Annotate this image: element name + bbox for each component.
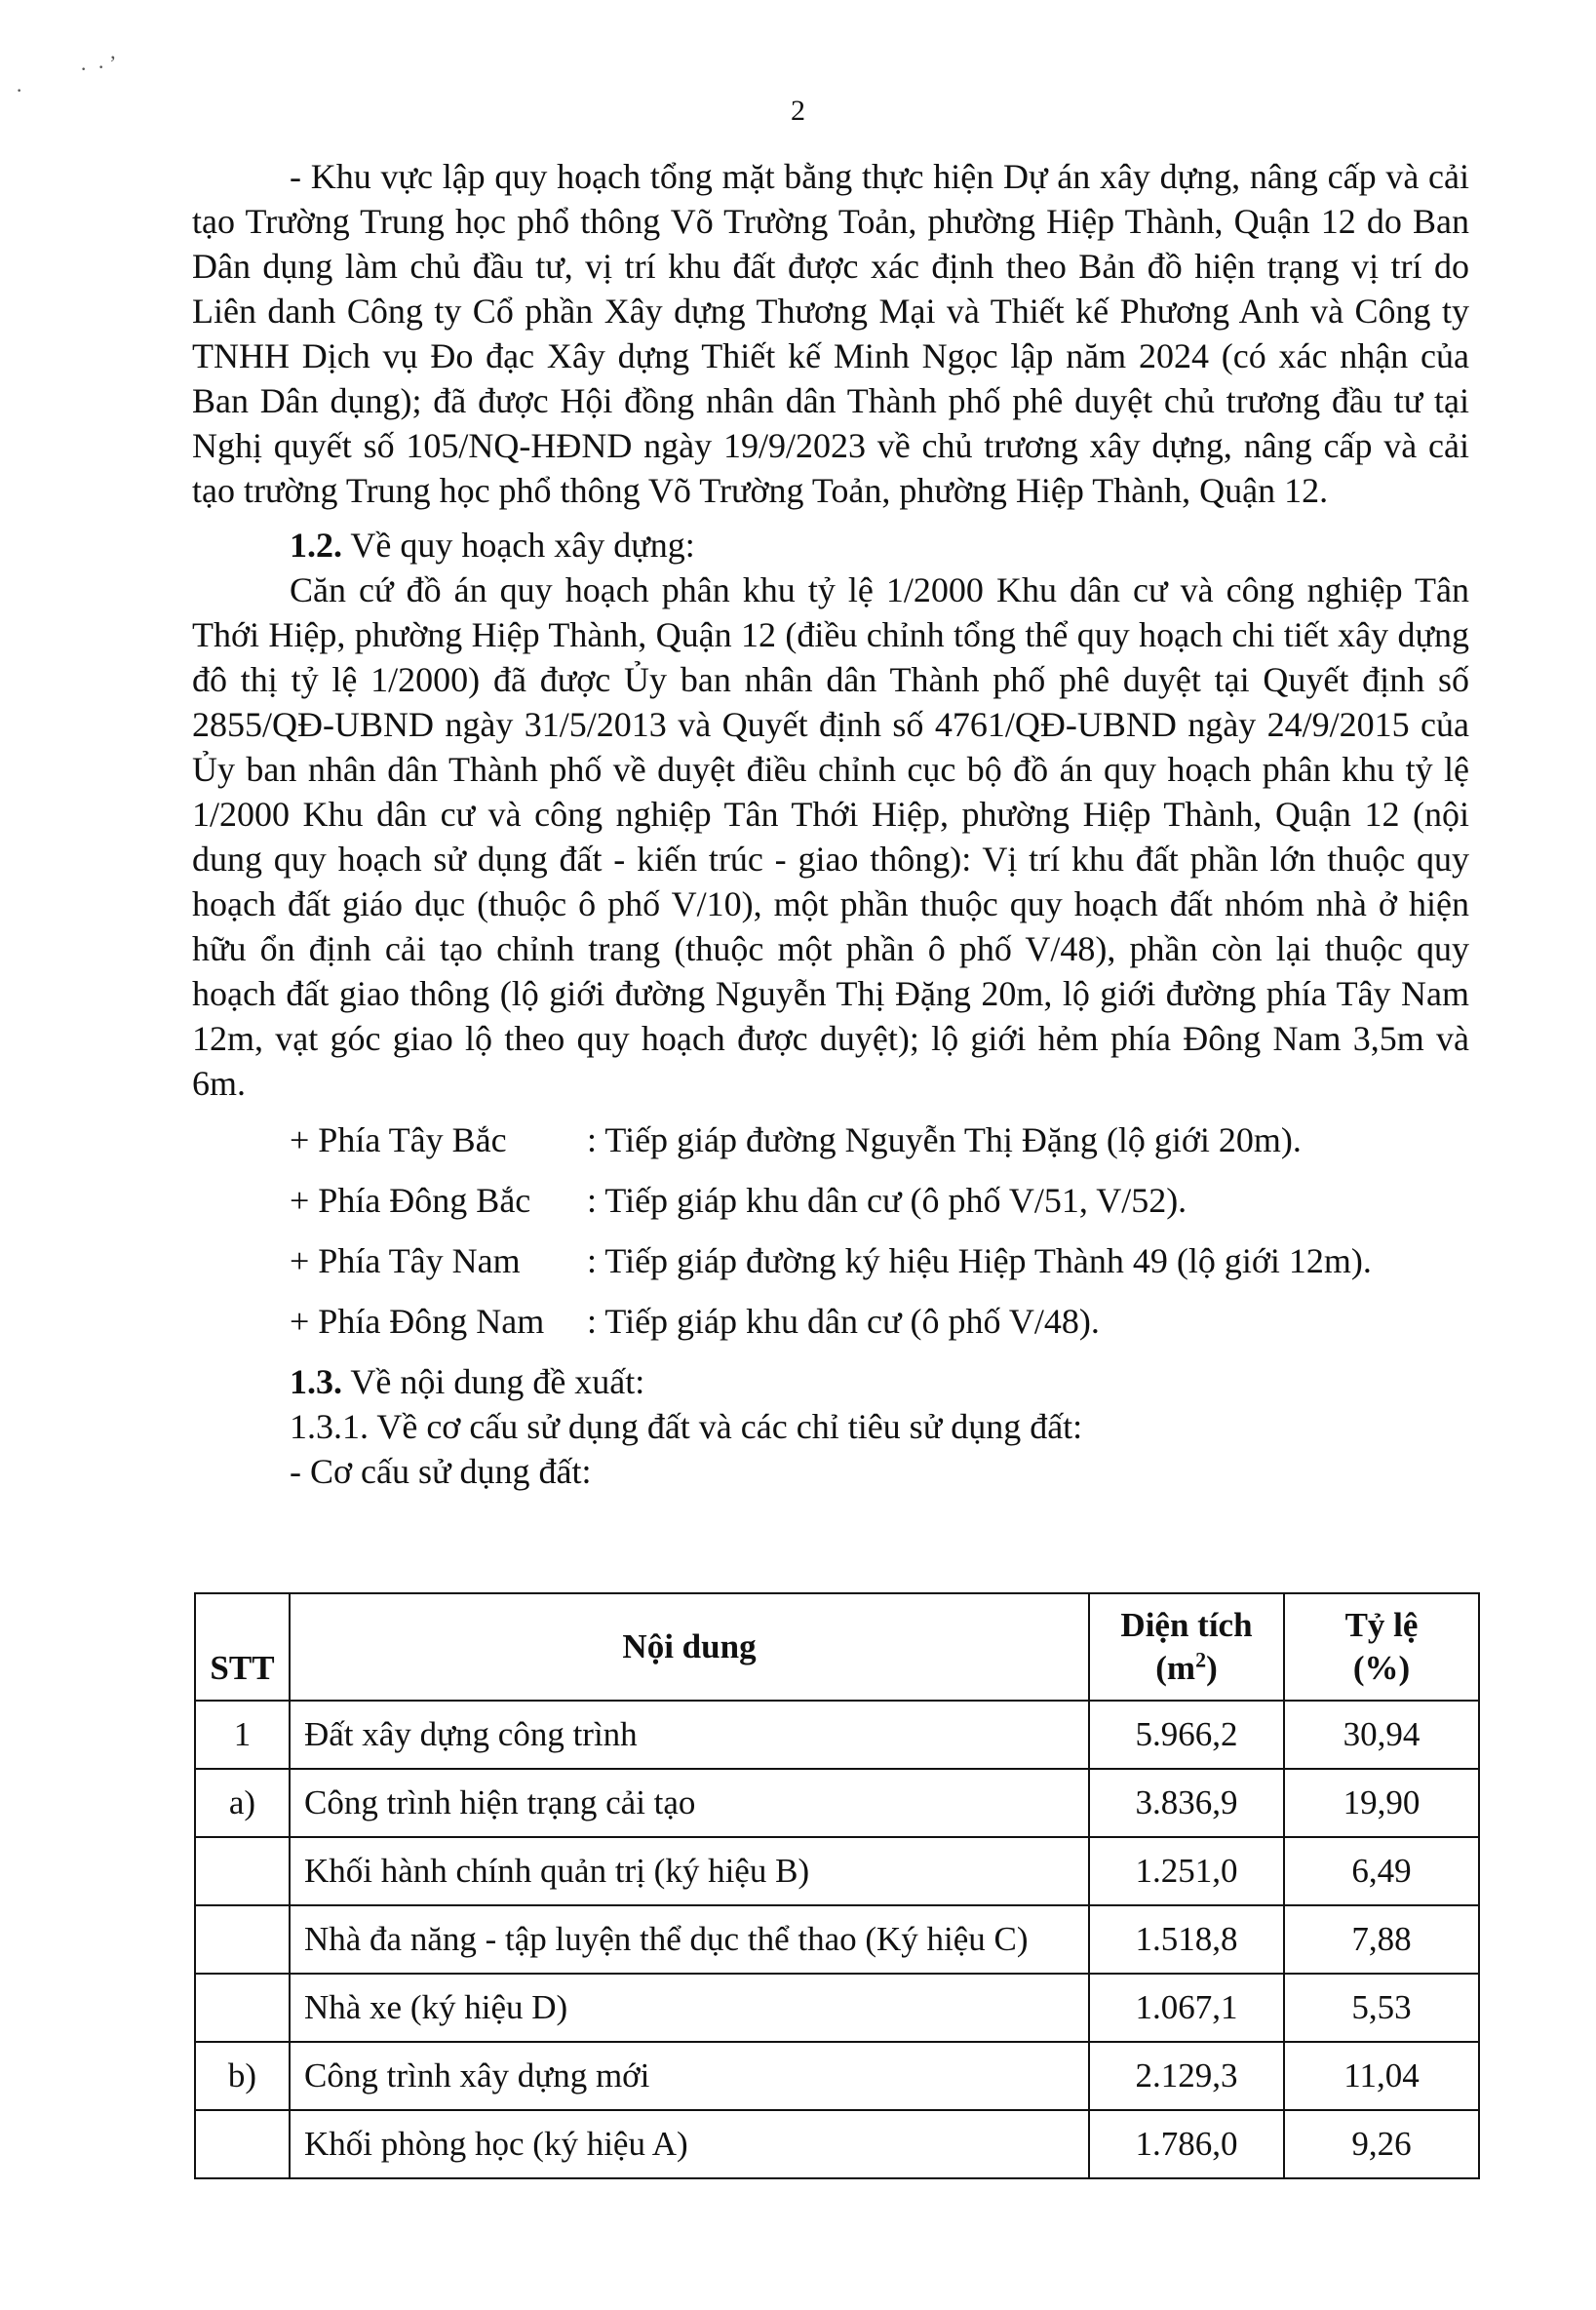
- table-row: [195, 1837, 1479, 1905]
- table-row: [195, 2042, 1479, 2110]
- cell-stt: b): [195, 2042, 290, 2110]
- cell-content: Khối hành chính quản trị (ký hiệu B): [290, 1837, 1089, 1905]
- header-stt: STT: [195, 1593, 290, 1701]
- boundary-row: [192, 1117, 1469, 1178]
- cell-stt: [195, 1974, 290, 2042]
- boundary-row: [192, 1178, 1469, 1238]
- boundary-side: + Phía Tây Bắc: [290, 1120, 507, 1159]
- land-use-table: [194, 1592, 1480, 2179]
- scan-speck: ·: [16, 78, 23, 102]
- header-ratio: [1284, 1593, 1479, 1701]
- table-row: [195, 2110, 1479, 2178]
- section-heading-1-3: [192, 1359, 1469, 1404]
- boundary-row: [192, 1238, 1469, 1299]
- cell-ratio: 6,49: [1284, 1837, 1479, 1905]
- scan-speck: ·: [80, 57, 88, 81]
- subsection-1-3-1: 1.3.1. Về cơ cấu sử dụng đất và các chỉ tiêu sử dụng đất:: [290, 1407, 1083, 1446]
- header-area-unit: (m: [1155, 1649, 1196, 1687]
- cell-ratio: 9,26: [1284, 2110, 1479, 2178]
- boundary-row: [192, 1299, 1469, 1359]
- table-header-row: [195, 1593, 1479, 1701]
- cell-stt: 1: [195, 1701, 290, 1769]
- cell-content: Công trình hiện trạng cải tạo: [290, 1769, 1089, 1837]
- cell-area: 5.966,2: [1089, 1701, 1284, 1769]
- cell-area: 1.786,0: [1089, 2110, 1284, 2178]
- cell-ratio: 11,04: [1284, 2042, 1479, 2110]
- table-row: [195, 1701, 1479, 1769]
- boundary-side: + Phía Tây Nam: [290, 1241, 521, 1280]
- section-number: 1.2.: [290, 526, 342, 565]
- cell-ratio: 30,94: [1284, 1701, 1479, 1769]
- document-body: [192, 154, 1469, 1494]
- header-content: Nội dung: [290, 1593, 1089, 1701]
- cell-stt: a): [195, 1769, 290, 1837]
- header-area-label: Diện tích: [1120, 1606, 1253, 1644]
- cell-content: Đất xây dựng công trình: [290, 1701, 1089, 1769]
- cell-stt: [195, 1837, 290, 1905]
- boundary-detail: : Tiếp giáp khu dân cư (ô phố V/48).: [587, 1302, 1100, 1341]
- cell-stt: [195, 1905, 290, 1974]
- cell-area: 1.251,0: [1089, 1837, 1284, 1905]
- table-row: [195, 1974, 1479, 2042]
- boundary-list: [192, 1117, 1469, 1359]
- cell-content: Nhà xe (ký hiệu D): [290, 1974, 1089, 2042]
- section-1-2-body: Căn cứ đồ án quy hoạch phân khu tỷ lệ 1/2000 Khu dân cư và công nghiệp Tân Thới Hiệp, phường Hiệp Thành, Quận 12 (điều chỉnh tổng thể quy hoạch chi tiết xây dựng đô thị tỷ lệ 1/2000) đã được Ủy ban nhân dân Thành phố phê duyệt tại Quyết định số 2855/QĐ-UBND ngày 31/5/2013 và Quyết định số 4761/QĐ-UBND ngày 24/9/2015 của Ủy ban nhân dân Thành phố về duyệt điều chỉnh cục bộ đồ án quy hoạch phân khu tỷ lệ 1/2000 Khu dân cư và công nghiệp Tân Thới Hiệp, phường Hiệp Thành, Quận 12 (nội dung quy hoạch sử dụng đất - kiến trúc - giao thông): Vị trí khu đất phần lớn thuộc quy hoạch đất giáo dục (thuộc ô phố V/10), một phần thuộc quy hoạch đất nhóm nhà ở hiện hữu ổn định cải tạo chỉnh trang (thuộc một phần ô phố V/48), phần còn lại thuộc quy hoạch đất giao thông (lộ giới đường Nguyễn Thị Đặng 20m, lộ giới đường phía Tây Nam 12m, vạt góc giao lộ theo quy hoạch được duyệt); lộ giới hẻm phía Đông Nam 3,5m và 6m.: [192, 570, 1469, 1103]
- section-heading-1-2: [192, 523, 1469, 568]
- scan-speck: ·: [97, 55, 105, 79]
- boundary-detail: : Tiếp giáp đường Nguyễn Thị Đặng (lộ giới 20m).: [587, 1120, 1302, 1159]
- header-area-close: ): [1206, 1649, 1218, 1687]
- cell-area: 1.518,8: [1089, 1905, 1284, 1974]
- boundary-side: + Phía Đông Nam: [290, 1302, 545, 1341]
- cell-area: 1.067,1: [1089, 1974, 1284, 2042]
- intro-paragraph: - Khu vực lập quy hoạch tổng mặt bằng thực hiện Dự án xây dựng, nâng cấp và cải tạo Trường Trung học phổ thông Võ Trường Toản, phường Hiệp Thành, Quận 12 do Ban Dân dụng làm chủ đầu tư, vị trí khu đất được xác định theo Bản đồ hiện trạng vị trí do Liên danh Công ty Cổ phần Xây dựng Thương Mại và Thiết kế Phương Anh và Công ty TNHH Dịch vụ Đo đạc Xây dựng Thiết kế Minh Ngọc lập năm 2024 (có xác nhận của Ban Dân dụng); đã được Hội đồng nhân dân Thành phố phê duyệt chủ trương đầu tư tại Nghị quyết số 105/NQ-HĐND ngày 19/9/2023 về chủ trương xây dựng, nâng cấp và cải tạo trường Trung học phổ thông Võ Trường Toản, phường Hiệp Thành, Quận 12.: [192, 157, 1469, 510]
- header-area-sup: 2: [1195, 1647, 1207, 1672]
- table-row: [195, 1905, 1479, 1974]
- cell-area: 2.129,3: [1089, 2042, 1284, 2110]
- boundary-detail: : Tiếp giáp khu dân cư (ô phố V/51, V/52).: [587, 1181, 1187, 1220]
- scan-speck: ’: [109, 51, 117, 75]
- header-ratio-unit: (%): [1352, 1649, 1411, 1687]
- section-number: 1.3.: [290, 1362, 342, 1401]
- boundary-side: + Phía Đông Bắc: [290, 1181, 531, 1220]
- cell-ratio: 7,88: [1284, 1905, 1479, 1974]
- header-area: [1089, 1593, 1284, 1701]
- boundary-detail: : Tiếp giáp đường ký hiệu Hiệp Thành 49 (lộ giới 12m).: [587, 1241, 1372, 1280]
- cell-content: Nhà đa năng - tập luyện thể dục thể thao (Ký hiệu C): [290, 1905, 1089, 1974]
- cell-ratio: 5,53: [1284, 1974, 1479, 2042]
- section-title: Về quy hoạch xây dựng:: [342, 526, 695, 565]
- cell-ratio: 19,90: [1284, 1769, 1479, 1837]
- cell-area: 3.836,9: [1089, 1769, 1284, 1837]
- header-ratio-label: Tỷ lệ: [1344, 1606, 1419, 1644]
- cell-content: Khối phòng học (ký hiệu A): [290, 2110, 1089, 2178]
- cell-content: Công trình xây dựng mới: [290, 2042, 1089, 2110]
- land-structure-label: - Cơ cấu sử dụng đất:: [290, 1452, 592, 1491]
- table-row: [195, 1769, 1479, 1837]
- section-title: Về nội dung đề xuất:: [342, 1362, 645, 1401]
- cell-stt: [195, 2110, 290, 2178]
- page-number: 2: [791, 95, 805, 127]
